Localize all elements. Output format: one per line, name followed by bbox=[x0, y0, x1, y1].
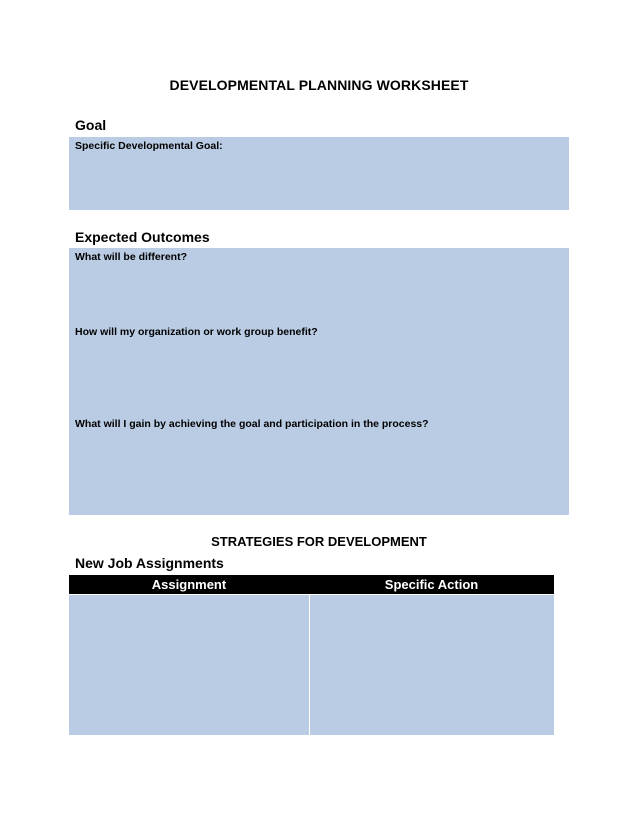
outcome-prompt-different: What will be different? bbox=[75, 251, 187, 263]
goal-heading: Goal bbox=[75, 117, 107, 133]
column-header-assignment: Assignment bbox=[151, 577, 227, 592]
goal-field[interactable] bbox=[69, 137, 569, 210]
column-header-specific-action: Specific Action bbox=[384, 577, 479, 592]
outcome-prompt-personal-gain: What will I gain by achieving the goal and participation in the process? bbox=[75, 418, 429, 430]
assignments-table-header bbox=[69, 575, 554, 594]
outcome-prompt-organization-benefit: How will my organization or work group benefit? bbox=[75, 326, 318, 338]
strategies-heading: STRATEGIES FOR DEVELOPMENT bbox=[211, 534, 427, 549]
new-job-assignments-heading: New Job Assignments bbox=[75, 555, 224, 571]
page-title: DEVELOPMENTAL PLANNING WORKSHEET bbox=[169, 77, 469, 93]
assignments-table-body bbox=[69, 595, 554, 735]
goal-prompt: Specific Developmental Goal: bbox=[75, 140, 223, 152]
expected-outcomes-field[interactable] bbox=[69, 248, 569, 515]
expected-outcomes-heading: Expected Outcomes bbox=[75, 229, 210, 245]
specific-action-cell[interactable] bbox=[310, 595, 554, 735]
assignment-cell[interactable] bbox=[69, 595, 310, 735]
